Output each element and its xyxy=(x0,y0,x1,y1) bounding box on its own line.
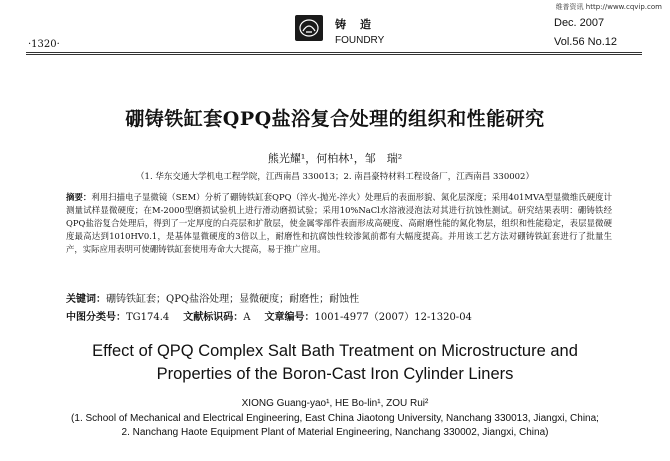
clc-value: TG174.4 xyxy=(126,312,170,323)
header-rule xyxy=(26,52,642,53)
page-number: ·1320· xyxy=(28,39,60,50)
title-en-line1: Effect of QPQ Complex Salt Bath Treatment on Microstructure and xyxy=(92,342,578,360)
journal-logo-icon xyxy=(295,15,323,41)
doc-code-label: 文献标识码： xyxy=(183,312,244,323)
authors-cn: 熊光耀¹，何柏林¹，邹 瑞² xyxy=(267,152,403,165)
keywords xyxy=(66,290,359,305)
journal-name-cn: 铸造 xyxy=(335,18,385,31)
clc-label: 中图分类号： xyxy=(66,312,126,323)
doc-code-value: A xyxy=(243,312,251,323)
authors-en: XIONG Guang-yao¹, HE Bo-lin¹, ZOU Rui² xyxy=(241,398,429,409)
title-cn: 硼铸铁缸套QPQ盐浴复合处理的组织和性能研究 xyxy=(125,108,545,130)
watermark: 维普资讯 http://www.cqvip.com xyxy=(555,3,662,11)
article-number-value: 1001-4977（2007）12-1320-04 xyxy=(314,312,472,323)
affiliations-cn: （1. 华东交通大学机电工程学院，江西南昌 330013；2. 南昌豪特材料工程设备厂，江西南昌 330002） xyxy=(136,172,534,182)
classification-line xyxy=(66,308,472,323)
abstract xyxy=(66,191,612,256)
volume-number: Vol.56 No.12 xyxy=(554,36,617,48)
header-rule-double xyxy=(26,54,642,55)
article-number-label: 文章编号： xyxy=(264,312,315,323)
journal-name-en: FOUNDRY xyxy=(335,35,385,46)
title-en-line2: Properties of the Boron-Cast Iron Cylinder Liners xyxy=(156,365,514,383)
abstract-label: 摘要： xyxy=(66,192,92,202)
keywords-label: 关键词： xyxy=(66,294,106,305)
affiliations-en: (1. School of Mechanical and Electrical Engineering, East China Jiaotong University, Nanchang 330013, Jiangxi, China; 2. Nanchang Haote Equipment Plant of Material Engineering, Nanchang 330002, Jiangxi, China) xyxy=(71,413,599,438)
issue-date: Dec. 2007 xyxy=(554,17,605,29)
abstract-text: 利用扫描电子显微镜（SEM）分析了硼铸铁缸套QPQ（淬火-抛光-淬火）处理后的表面形貌、氮化层深度；采用401MVA型显微维氏硬度计测量试样显微硬度；在M-2000型磨损试验机上进行滑动磨损试验；采用10%NaCl水溶液浸泡法对其进行抗蚀性测试。研究结果表明：硼铸铁经QPQ盐浴复合处理后，得到了一定厚度的白亮层和扩散层，使金属零部件表面形成高硬度、高耐磨性能的氮化物层，组织和性能稳定，表层显微硬度最高达到1010HV0.1，是基体显微硬度的3倍以上，耐磨性和抗腐蚀性较渗氮前都有大幅度提高。并用该工艺方法对硼铸铁缸套进行了批量生产，实际应用表明可使硼铸铁缸套使用寿命大大提高，易于推广应用。 xyxy=(66,192,612,254)
keywords-text: 硼铸铁缸套；QPQ盐浴处理；显微硬度；耐磨性；耐蚀性 xyxy=(106,294,360,305)
title-en xyxy=(0,340,670,386)
